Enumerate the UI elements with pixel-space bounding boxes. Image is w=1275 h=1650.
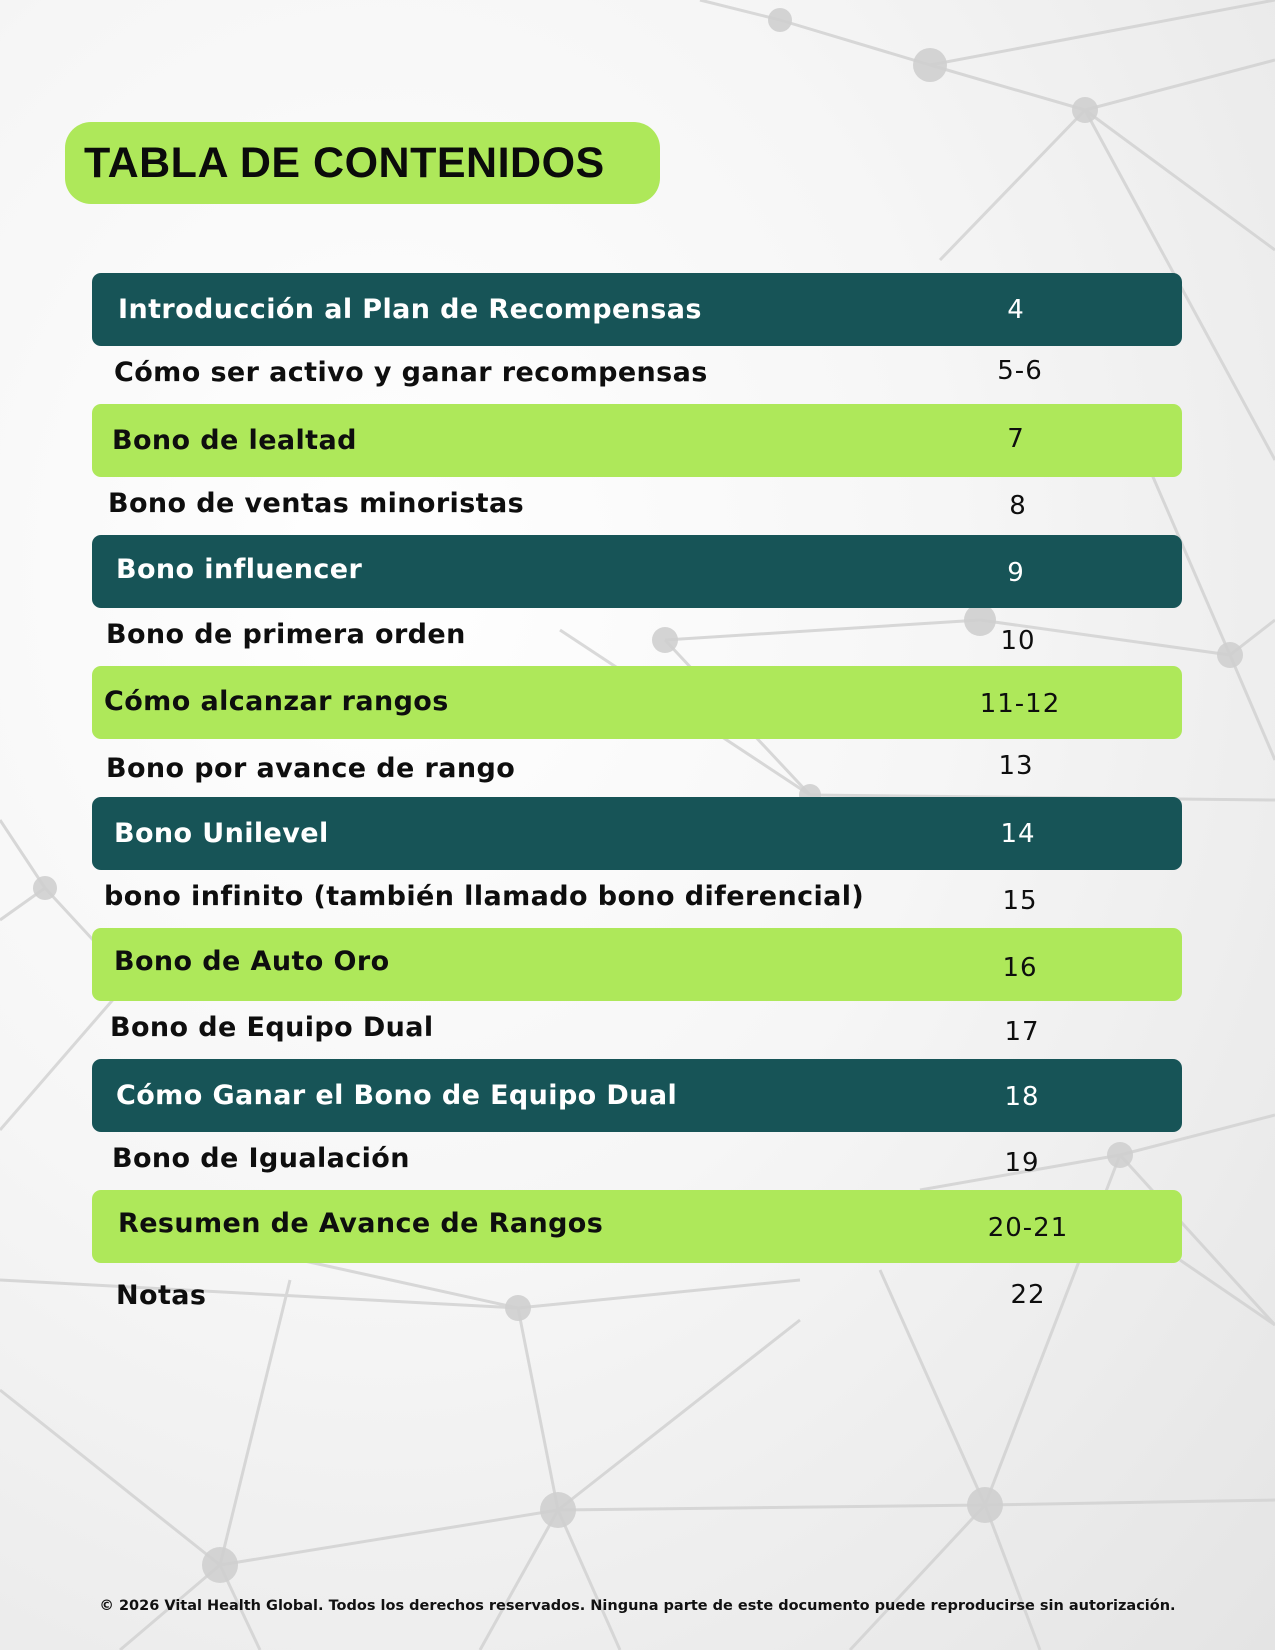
toc-row[interactable]	[92, 1190, 1182, 1263]
toc-row-page: 5-6	[997, 356, 1043, 386]
table-of-contents	[92, 273, 1182, 1321]
toc-row[interactable]	[92, 666, 1182, 739]
toc-row-label: Bono de primera orden	[106, 618, 466, 650]
toc-row[interactable]	[92, 608, 1182, 666]
toc-row[interactable]	[92, 273, 1182, 346]
toc-row-label: Bono de Igualación	[112, 1142, 410, 1174]
toc-row-label: Resumen de Avance de Rangos	[118, 1208, 604, 1239]
toc-row-page: 9	[1007, 557, 1025, 588]
toc-row-label: Bono de Auto Oro	[114, 946, 390, 977]
toc-row-page: 22	[1010, 1280, 1046, 1310]
toc-row[interactable]	[92, 404, 1182, 477]
toc-row-page: 17	[1004, 1017, 1040, 1047]
toc-row-page: 11-12	[979, 688, 1061, 719]
toc-row-page: 16	[1002, 952, 1038, 983]
toc-row-label: Bono Unilevel	[114, 818, 329, 849]
toc-row-label: bono infinito (también llamado bono diferencial)	[104, 880, 865, 912]
toc-row-label: Cómo alcanzar rangos	[104, 686, 449, 717]
toc-row[interactable]	[92, 797, 1182, 870]
toc-row-page: 20-21	[987, 1212, 1069, 1243]
toc-row[interactable]	[92, 346, 1182, 404]
toc-row-page: 15	[1002, 886, 1038, 916]
toc-row-label: Cómo ser activo y ganar recompensas	[114, 356, 708, 388]
toc-row-page: 13	[998, 751, 1034, 781]
toc-row-label: Notas	[116, 1279, 207, 1311]
copyright-footer: © 2026 Vital Health Global. Todos los derechos reservados. Ninguna parte de este documento puede reproducirse sin autorización.	[99, 1598, 1176, 1614]
toc-row-page: 8	[1009, 491, 1027, 521]
toc-row[interactable]	[92, 1001, 1182, 1059]
toc-row[interactable]	[92, 739, 1182, 797]
toc-row-label: Cómo Ganar el Bono de Equipo Dual	[116, 1080, 678, 1111]
toc-row-page: 19	[1004, 1148, 1040, 1178]
toc-row-label: Bono de ventas minoristas	[108, 487, 525, 519]
toc-row[interactable]	[92, 1263, 1182, 1321]
toc-row-page: 4	[1007, 294, 1025, 325]
toc-row[interactable]	[92, 477, 1182, 535]
toc-row-label: Bono influencer	[116, 554, 363, 585]
toc-row-label: Bono de Equipo Dual	[110, 1011, 434, 1043]
toc-row[interactable]	[92, 870, 1182, 928]
toc-row[interactable]	[92, 535, 1182, 608]
toc-row-label: Bono por avance de rango	[106, 752, 516, 784]
toc-row-page: 10	[1000, 626, 1036, 656]
toc-row-page: 14	[1000, 818, 1036, 849]
toc-row-label: Bono de lealtad	[112, 425, 357, 456]
toc-row-page: 18	[1004, 1081, 1040, 1112]
toc-row-label: Introducción al Plan de Recompensas	[118, 294, 702, 325]
toc-row[interactable]	[92, 1059, 1182, 1132]
page-title: TABLA DE CONTENIDOS	[84, 138, 605, 187]
toc-row-page: 7	[1007, 423, 1025, 454]
toc-row[interactable]	[92, 1132, 1182, 1190]
title-banner	[65, 122, 660, 204]
toc-row[interactable]	[92, 928, 1182, 1001]
